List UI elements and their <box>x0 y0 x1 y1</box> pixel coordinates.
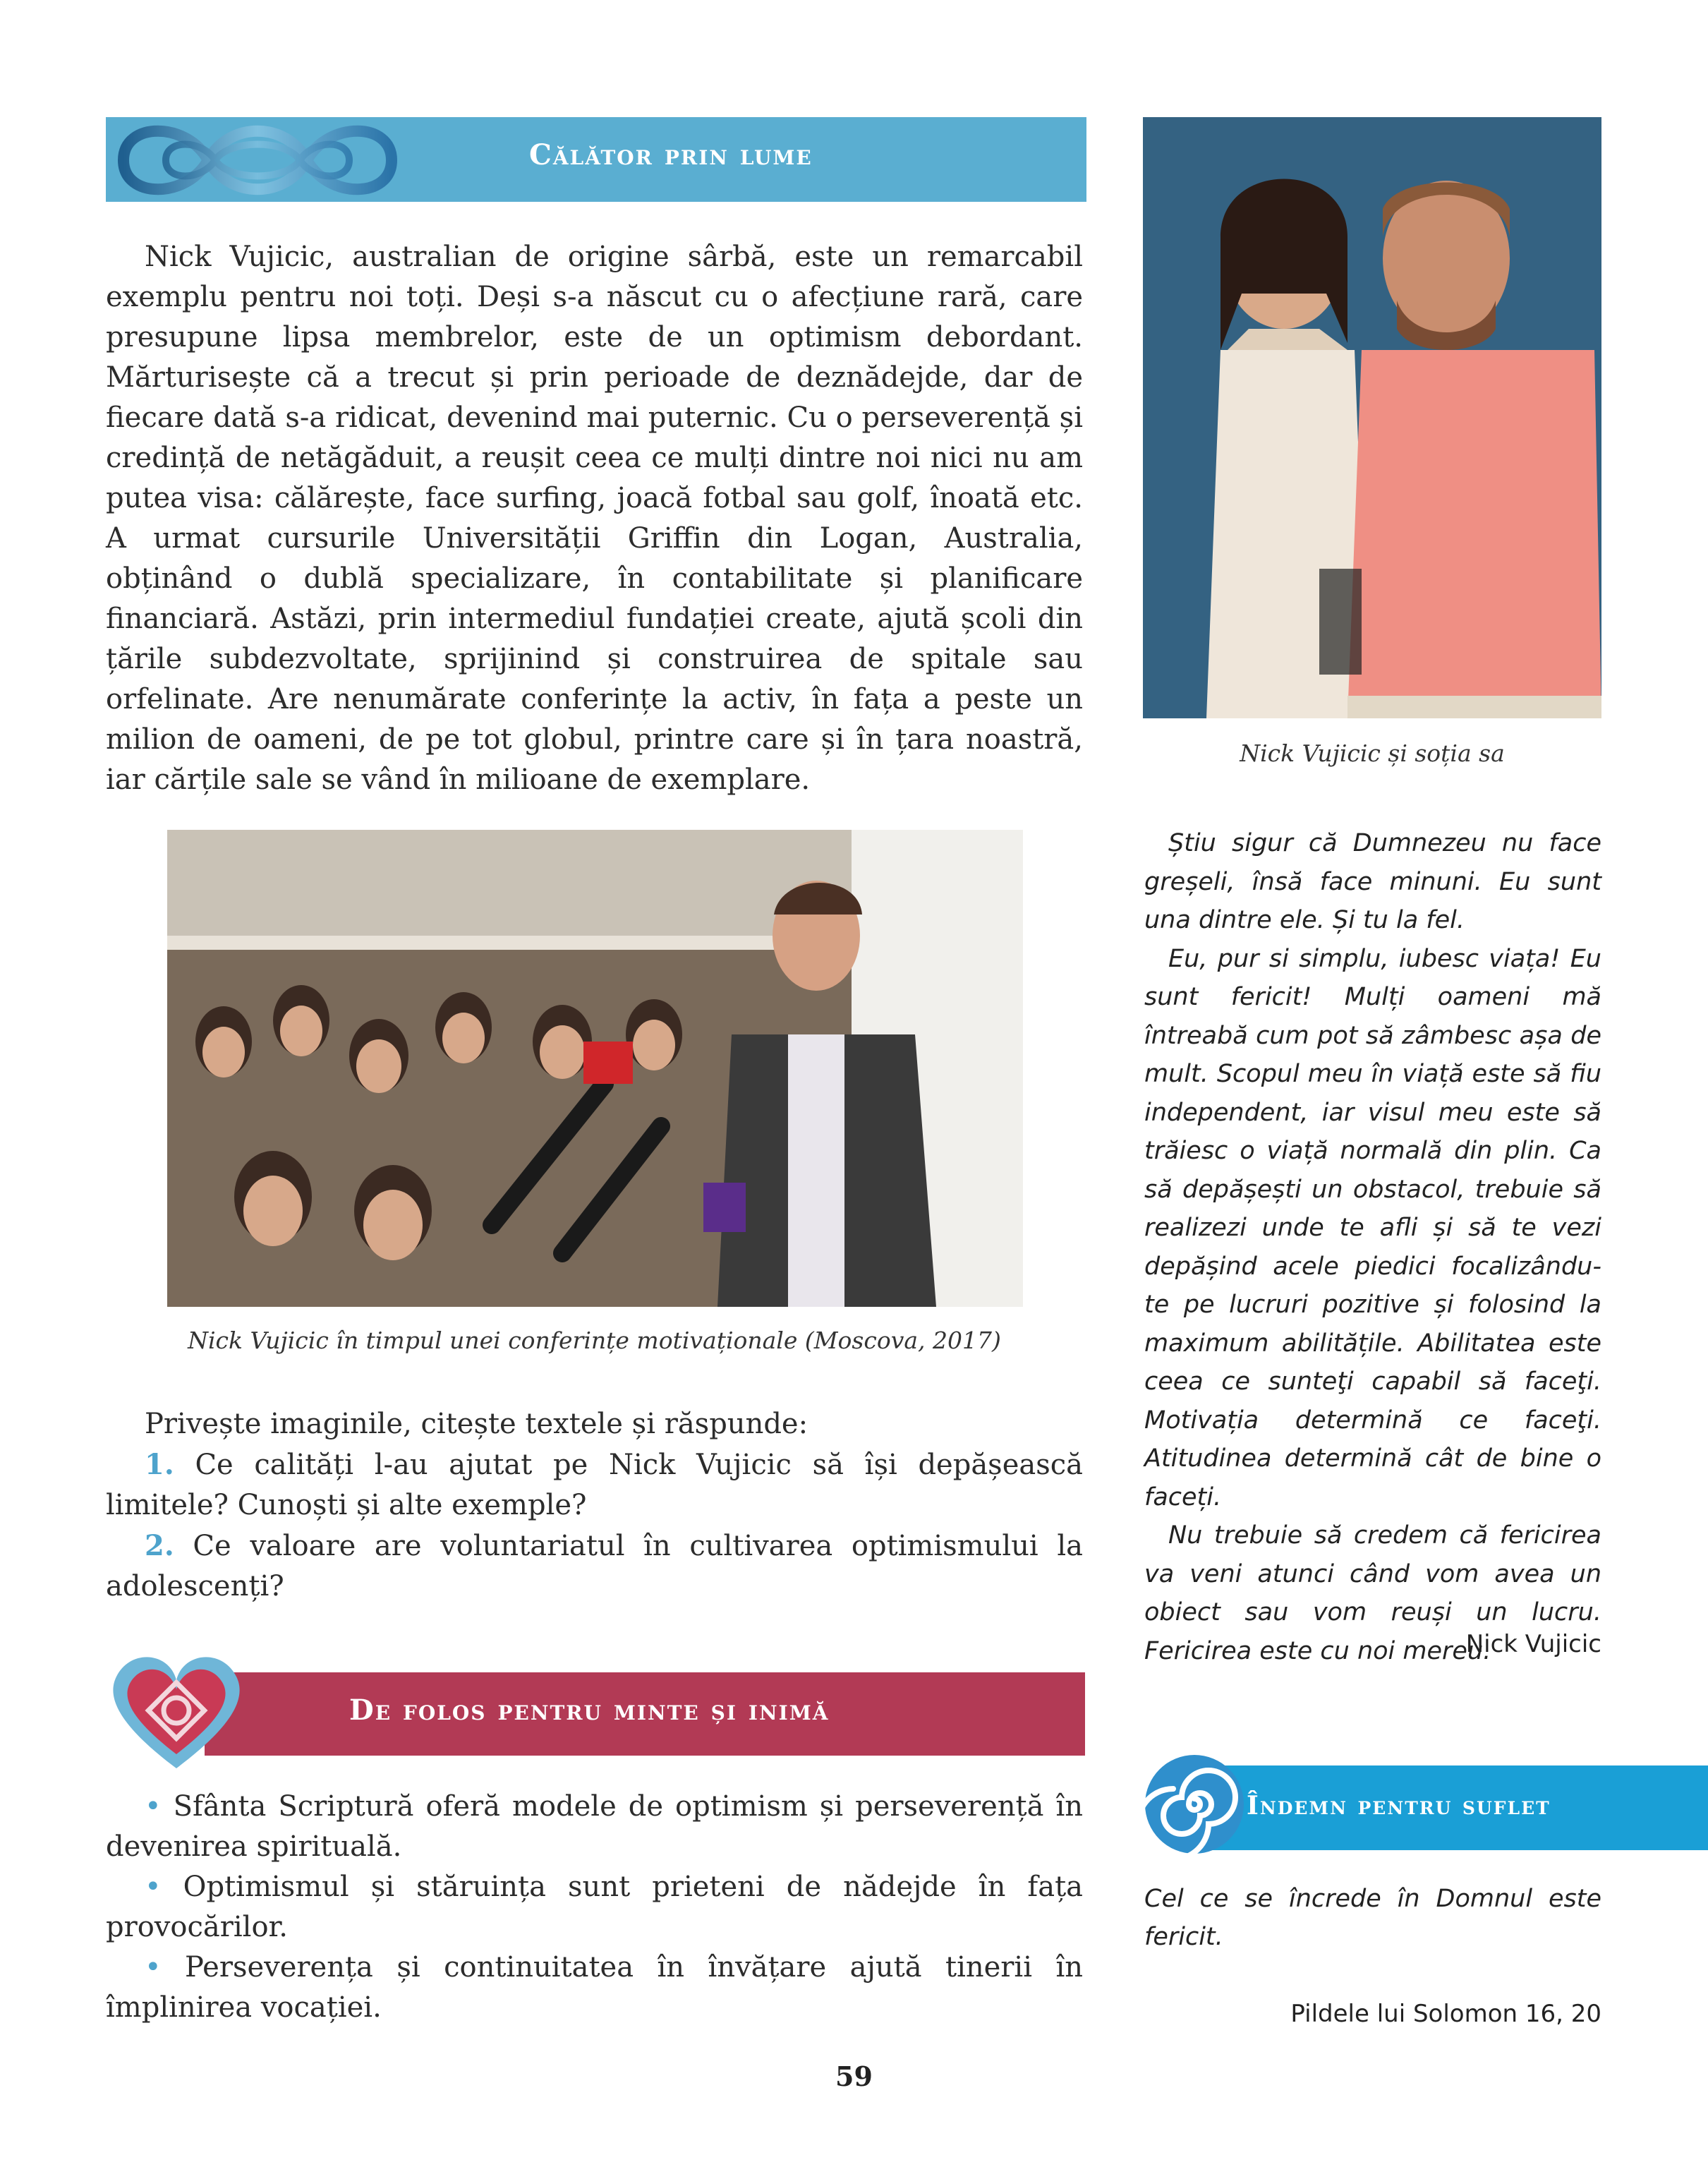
caption-couple: Nick Vujicic și soția sa <box>1240 740 1505 767</box>
nick-quote <box>1144 824 1601 1670</box>
quote-author: Nick Vujicic <box>1465 1630 1601 1658</box>
page-number: 59 <box>835 2060 873 2092</box>
bullet-item: • Sfânta Scriptură oferă modele de optimism și perseverență în devenirea spirituală. <box>106 1790 1083 1863</box>
intro-paragraph: Nick Vujicic, australian de origine sârbă, este un remarcabil exemplu pentru noi toți. Deși s-a născut cu o afecțiune rară, care presupune lipsa membrelor, este de un optimism debordant. Mărturisește că a trecut și prin perioade de deznădejde, dar de fiecare dată s-a ridicat, devenind mai puternic. Cu o perseverență și credință de netăgăduit, a reușit ceea ce mulți dintre noi nici nu am putea visa: călărește, face surfing, joacă fotbal sau golf, înoată etc. A urmat cursurile Universității Griffin din Logan, Australia, obținând o dublă specializare, în contabilitate și planificare financiară. Astăzi, prin intermediul fundației create, ajută școli din țările subdezvoltate, sprijinind și construirea de spitale sau orfelinate. Are nenumărate conferințe la activ, în fața a peste un milion de oameni, de pe tot globul, printre care și în țara noastră, iar cărțile sale se vând în milioane de exemplare. <box>106 241 1083 796</box>
bullets-block <box>106 1787 1083 2028</box>
bullet-dot-icon: • <box>145 1790 174 1823</box>
quote-paragraph: Știu sigur că Dumnezeu nu face greșeli, însă face minuni. Eu sunt una dintre ele. Și tu la fel. <box>1144 829 1601 934</box>
question-number: 2. <box>145 1529 174 1562</box>
bullet-dot-icon: • <box>145 1871 183 1903</box>
bullet-dot-icon: • <box>145 1951 186 1984</box>
question-1 <box>106 1444 1083 1526</box>
question-number: 1. <box>145 1448 174 1481</box>
question-text: Ce valoare are voluntariatul în cultivarea optimismului la adolescenți? <box>106 1530 1083 1602</box>
spiral-icon <box>1141 1751 1247 1857</box>
questions-block <box>106 1404 1083 1607</box>
photo-conference-moscow <box>167 830 1023 1307</box>
questions-intro: Privește imaginile, citește textele și răspunde: <box>145 1408 808 1440</box>
question-2 <box>106 1526 1083 1607</box>
section-title: Călător prin lume <box>529 138 813 171</box>
bullet-item: • Perseverența și continuitatea în învățare ajută tinerii în împlinirea vocației. <box>106 1951 1084 2024</box>
section-banner-minte-inima <box>205 1672 1085 1756</box>
celtic-knot-icon <box>109 107 406 213</box>
section-title: De folos pentru minte și inimă <box>349 1694 830 1727</box>
exhortation-text: Cel ce se încrede în Domnul este fericit. <box>1144 1885 1601 1951</box>
question-text: Ce calități l-au ajutat pe Nick Vujicic să își depășească limitele? Cunoști și alte exemple? <box>106 1449 1083 1521</box>
photo-nick-and-wife <box>1143 117 1601 718</box>
quote-paragraph: Nu trebuie să credem că fericirea va veni atunci când vom avea un obiect sau vom reuși un lucru. Fericirea este cu noi mereu. <box>1144 1521 1601 1665</box>
exhortation-reference: Pildele lui Solomon 16, 20 <box>1290 2000 1601 2028</box>
heart-knot-icon <box>106 1648 247 1774</box>
quote-paragraph: Eu, pur si simplu, iubesc viața! Eu sunt fericit! Mulți oameni mă întreabă cum pot să zâmbesc așa de mult. Scopul meu în viață este să fiu independent, iar visul meu este să trăiesc o viață normală din plin. Ca să depășești un obstacol, trebuie să realizezi unde te afli și să te vezi depășind acele piedici focalizându-te pe lucruri pozitive și folosind la maximum abilitățile. Abilitatea este ceea ce sunteţi capabil să faceţi. Motivația determină ce faceţi. Atitudinea determină cât de bine o faceți. <box>1144 944 1601 1511</box>
bullet-item: • Optimismul și stăruința sunt prieteni de nădejde în fața provocărilor. <box>106 1871 1083 1943</box>
caption-conference: Nick Vujicic în timpul unei conferințe motivaționale (Moscova, 2017) <box>188 1327 1001 1354</box>
section-banner-indemn <box>1208 1765 1708 1850</box>
section-title: Îndemn pentru suflet <box>1247 1791 1551 1821</box>
